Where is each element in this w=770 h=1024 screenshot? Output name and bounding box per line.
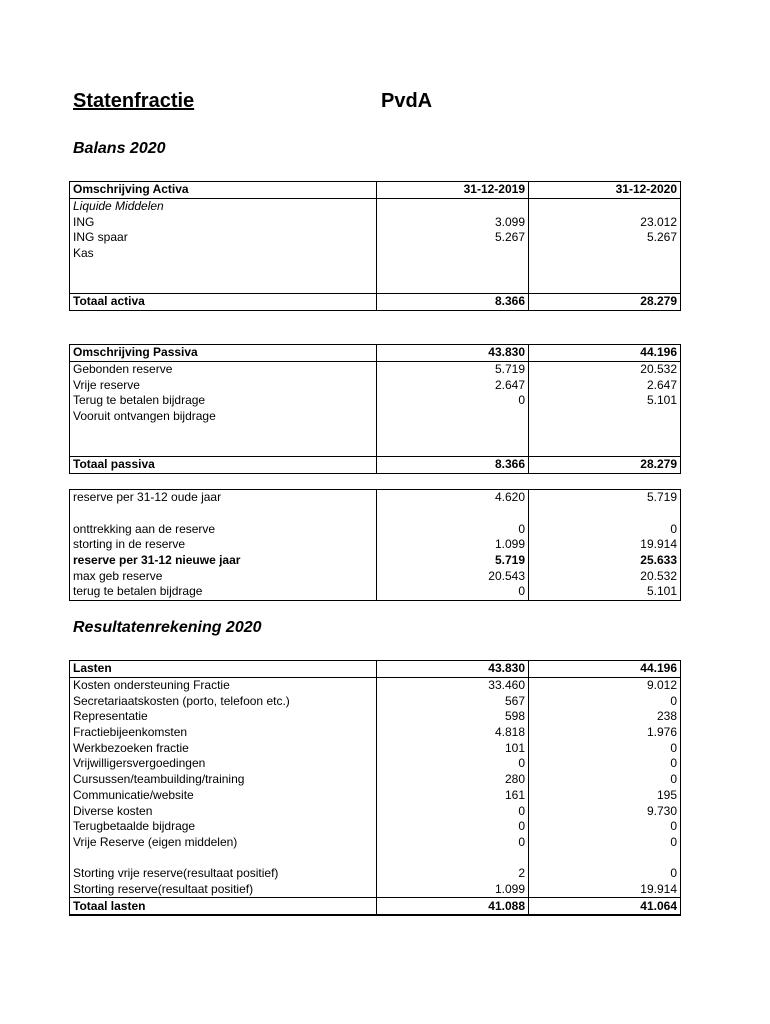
value-2019: 1.099 bbox=[377, 537, 529, 553]
row-label: Omschrijving Activa bbox=[70, 182, 377, 199]
row-label bbox=[70, 850, 377, 866]
value-2020: 25.633 bbox=[529, 553, 681, 569]
table-row bbox=[70, 198, 681, 214]
value-2019: 4.620 bbox=[377, 490, 529, 506]
row-label: Cursussen/teambuilding/training bbox=[70, 772, 377, 788]
value-2019: 1.099 bbox=[377, 882, 529, 898]
row-label bbox=[70, 506, 377, 522]
total-row bbox=[70, 456, 681, 473]
value-2019: 4.818 bbox=[377, 725, 529, 741]
value-2020 bbox=[529, 198, 681, 214]
row-label: Terug te betalen bijdrage bbox=[70, 393, 377, 409]
value-2019: 0 bbox=[377, 584, 529, 600]
table-row bbox=[70, 393, 681, 409]
value-2020: 238 bbox=[529, 709, 681, 725]
table-row bbox=[70, 246, 681, 262]
value-2020: 1.976 bbox=[529, 725, 681, 741]
row-label: Gebonden reserve bbox=[70, 361, 377, 377]
row-label: Kosten ondersteuning Fractie bbox=[70, 677, 377, 693]
value-2019: 5.267 bbox=[377, 230, 529, 246]
row-label: Werkbezoeken fractie bbox=[70, 740, 377, 756]
row-label: onttrekking aan de reserve bbox=[70, 521, 377, 537]
party-name: PvdA bbox=[381, 90, 433, 112]
value-2019 bbox=[377, 277, 529, 293]
row-label: Terugbetaalde bijdrage bbox=[70, 819, 377, 835]
value-2020 bbox=[529, 506, 681, 522]
balance-title: Balans 2020 bbox=[73, 140, 166, 157]
row-label: reserve per 31-12 nieuwe jaar bbox=[70, 553, 377, 569]
value-2019: 598 bbox=[377, 709, 529, 725]
table-row bbox=[70, 424, 681, 440]
value-2020: 19.914 bbox=[529, 537, 681, 553]
row-label: Totaal activa bbox=[70, 293, 377, 310]
value-2019: 43.830 bbox=[377, 345, 529, 362]
table-row bbox=[70, 677, 681, 693]
row-label bbox=[70, 440, 377, 456]
table-row bbox=[70, 537, 681, 553]
table-row bbox=[70, 277, 681, 293]
row-label: terug te betalen bijdrage bbox=[70, 584, 377, 600]
value-2020 bbox=[529, 424, 681, 440]
table-row bbox=[70, 788, 681, 804]
value-2019: 41.088 bbox=[377, 898, 529, 915]
table-row bbox=[70, 772, 681, 788]
value-2019: 3.099 bbox=[377, 214, 529, 230]
value-2020: 5.719 bbox=[529, 490, 681, 506]
value-2019 bbox=[377, 424, 529, 440]
row-label: Communicatie/website bbox=[70, 788, 377, 804]
row-label: Totaal passiva bbox=[70, 456, 377, 473]
value-2019 bbox=[377, 198, 529, 214]
value-2020 bbox=[529, 277, 681, 293]
value-2019: 280 bbox=[377, 772, 529, 788]
row-label: ING bbox=[70, 214, 377, 230]
value-2020: 20.532 bbox=[529, 361, 681, 377]
row-label: Representatie bbox=[70, 709, 377, 725]
value-2020: 0 bbox=[529, 740, 681, 756]
value-2019: 31-12-2019 bbox=[377, 182, 529, 199]
row-label: Vrije Reserve (eigen middelen) bbox=[70, 835, 377, 851]
row-label: Fractiebijeenkomsten bbox=[70, 725, 377, 741]
value-2019: 5.719 bbox=[377, 361, 529, 377]
table-row bbox=[70, 850, 681, 866]
row-label: Vrijwilligersvergoedingen bbox=[70, 756, 377, 772]
value-2020: 41.064 bbox=[529, 898, 681, 915]
row-label: ING spaar bbox=[70, 230, 377, 246]
value-2019 bbox=[377, 261, 529, 277]
header-row bbox=[70, 345, 681, 362]
passiva-table bbox=[69, 344, 681, 474]
table-row bbox=[70, 553, 681, 569]
value-2019: 0 bbox=[377, 521, 529, 537]
value-2020: 9.730 bbox=[529, 803, 681, 819]
row-label: Omschrijving Passiva bbox=[70, 345, 377, 362]
table-row bbox=[70, 709, 681, 725]
row-label: Vooruit ontvangen bijdrage bbox=[70, 409, 377, 425]
value-2019: 0 bbox=[377, 819, 529, 835]
row-label: Diverse kosten bbox=[70, 803, 377, 819]
value-2020 bbox=[529, 246, 681, 262]
table-row bbox=[70, 521, 681, 537]
row-label: storting in de reserve bbox=[70, 537, 377, 553]
value-2020: 31-12-2020 bbox=[529, 182, 681, 199]
row-label: Secretariaatskosten (porto, telefoon etc.) bbox=[70, 693, 377, 709]
value-2020: 0 bbox=[529, 835, 681, 851]
table-row bbox=[70, 490, 681, 506]
header-row bbox=[70, 182, 681, 199]
table-row bbox=[70, 261, 681, 277]
row-label: Storting vrije reserve(resultaat positief) bbox=[70, 866, 377, 882]
row-label bbox=[70, 261, 377, 277]
table-row bbox=[70, 882, 681, 898]
value-2020: 0 bbox=[529, 819, 681, 835]
table-row bbox=[70, 835, 681, 851]
value-2019: 101 bbox=[377, 740, 529, 756]
value-2019: 43.830 bbox=[377, 661, 529, 678]
reserve-table bbox=[69, 489, 681, 601]
value-2019: 8.366 bbox=[377, 456, 529, 473]
value-2020: 19.914 bbox=[529, 882, 681, 898]
lasten-table bbox=[69, 660, 681, 916]
value-2020: 44.196 bbox=[529, 661, 681, 678]
table-row bbox=[70, 866, 681, 882]
row-label: Storting reserve(resultaat positief) bbox=[70, 882, 377, 898]
row-label: Vrije reserve bbox=[70, 377, 377, 393]
header-row bbox=[70, 661, 681, 678]
table-row bbox=[70, 819, 681, 835]
value-2020: 9.012 bbox=[529, 677, 681, 693]
row-label bbox=[70, 277, 377, 293]
value-2020 bbox=[529, 261, 681, 277]
row-label: Totaal lasten bbox=[70, 898, 377, 915]
value-2020: 0 bbox=[529, 521, 681, 537]
row-label: reserve per 31-12 oude jaar bbox=[70, 490, 377, 506]
table-row bbox=[70, 440, 681, 456]
table-row bbox=[70, 725, 681, 741]
result-title: Resultatenrekening 2020 bbox=[73, 619, 262, 636]
value-2019: 161 bbox=[377, 788, 529, 804]
value-2019 bbox=[377, 506, 529, 522]
table-row bbox=[70, 756, 681, 772]
value-2019 bbox=[377, 246, 529, 262]
value-2019: 0 bbox=[377, 803, 529, 819]
value-2019: 8.366 bbox=[377, 293, 529, 310]
value-2020: 28.279 bbox=[529, 456, 681, 473]
value-2020: 0 bbox=[529, 693, 681, 709]
value-2020: 23.012 bbox=[529, 214, 681, 230]
table-row bbox=[70, 584, 681, 600]
value-2019 bbox=[377, 409, 529, 425]
value-2019: 33.460 bbox=[377, 677, 529, 693]
table-row bbox=[70, 693, 681, 709]
row-label bbox=[70, 424, 377, 440]
table-row bbox=[70, 377, 681, 393]
table-row bbox=[70, 740, 681, 756]
table-row bbox=[70, 230, 681, 246]
value-2020: 44.196 bbox=[529, 345, 681, 362]
value-2019: 2 bbox=[377, 866, 529, 882]
value-2019 bbox=[377, 440, 529, 456]
value-2020: 28.279 bbox=[529, 293, 681, 310]
value-2020 bbox=[529, 409, 681, 425]
table-row bbox=[70, 214, 681, 230]
table-row bbox=[70, 409, 681, 425]
value-2020: 20.532 bbox=[529, 568, 681, 584]
table-row bbox=[70, 803, 681, 819]
value-2020: 0 bbox=[529, 756, 681, 772]
table-row bbox=[70, 506, 681, 522]
value-2020: 2.647 bbox=[529, 377, 681, 393]
value-2020: 0 bbox=[529, 772, 681, 788]
value-2020: 5.101 bbox=[529, 393, 681, 409]
value-2019: 20.543 bbox=[377, 568, 529, 584]
value-2020 bbox=[529, 440, 681, 456]
value-2019: 2.647 bbox=[377, 377, 529, 393]
table-row bbox=[70, 361, 681, 377]
value-2020: 0 bbox=[529, 866, 681, 882]
value-2020: 5.267 bbox=[529, 230, 681, 246]
value-2019: 0 bbox=[377, 835, 529, 851]
table-row bbox=[70, 568, 681, 584]
value-2020: 195 bbox=[529, 788, 681, 804]
page-title: Statenfractie bbox=[73, 90, 195, 112]
activa-table bbox=[69, 181, 681, 311]
row-label: Lasten bbox=[70, 661, 377, 678]
value-2019: 567 bbox=[377, 693, 529, 709]
row-label: Kas bbox=[70, 246, 377, 262]
value-2019: 0 bbox=[377, 756, 529, 772]
row-label: Liquide Middelen bbox=[70, 198, 377, 214]
total-row bbox=[70, 898, 681, 915]
total-row bbox=[70, 293, 681, 310]
value-2019: 5.719 bbox=[377, 553, 529, 569]
value-2019 bbox=[377, 850, 529, 866]
value-2020 bbox=[529, 850, 681, 866]
row-label: max geb reserve bbox=[70, 568, 377, 584]
value-2019: 0 bbox=[377, 393, 529, 409]
value-2020: 5.101 bbox=[529, 584, 681, 600]
